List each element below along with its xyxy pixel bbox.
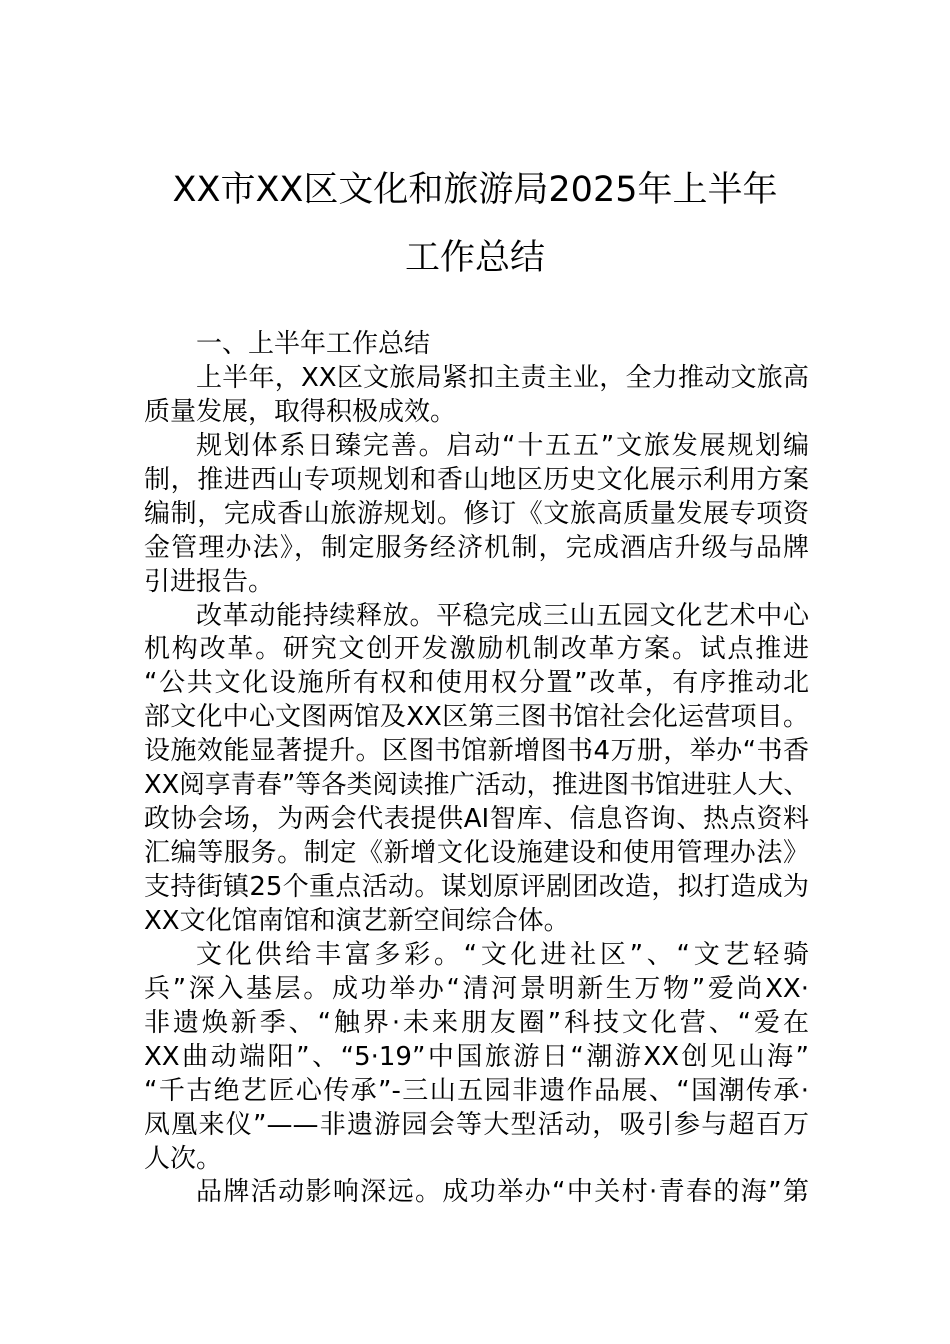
body-text-line: 规划体系日臻完善。启动“十五五”文旅发展规划编 — [196, 430, 809, 461]
body-text-line: 非遗焕新季、“触界·未来朋友圈”科技文化营、“爱在 — [144, 1007, 809, 1038]
body-text-line: 质量发展，取得积极成效。 — [144, 396, 457, 427]
document-title-line-1: XX市XX区文化和旅游局2025年上半年 — [172, 170, 778, 210]
body-text-line: 文化供给丰富多彩。“文化进社区”、“文艺轻骑 — [196, 939, 809, 970]
body-text-line: 机构改革。研究文创开发激励机制改革方案。试点推进 — [144, 634, 809, 665]
body-text-line: XX阅享青春”等各类阅读推广活动，推进图书馆进驻人大、 — [144, 770, 810, 801]
body-text-line: 设施效能显著提升。区图书馆新增图书4万册，举办“书香 — [144, 736, 809, 767]
body-text-line: 政协会场，为两会代表提供AI智库、信息咨询、热点资料 — [144, 804, 809, 835]
body-text-line: 编制，完成香山旅游规划。修订《文旅高质量发展专项资 — [144, 498, 809, 529]
body-text-line: “公共文化设施所有权和使用权分置”改革，有序推动北 — [144, 668, 809, 699]
body-text-line: 汇编等服务。制定《新增文化设施建设和使用管理办法》 — [144, 838, 809, 869]
section-heading: 一、上半年工作总结 — [196, 329, 431, 359]
body-text-line: 品牌活动影响深远。成功举办“中关村·青春的海”第 — [196, 1177, 809, 1208]
body-text-line: 凤凰来仪”——非遗游园会等大型活动，吸引参与超百万 — [144, 1109, 809, 1140]
document-title-line-2: 工作总结 — [404, 238, 545, 278]
body-text-line: 人次。 — [144, 1143, 223, 1174]
body-text-line: XX文化馆南馆和演艺新空间综合体。 — [144, 905, 570, 936]
body-text-line: 支持街镇25个重点活动。谋划原评剧团改造，拟打造成为 — [144, 872, 809, 902]
body-text-line: 制，推进西山专项规划和香山地区历史文化展示利用方案 — [144, 464, 809, 495]
body-text-line: 部文化中心文图两馆及XX区第三图书馆社会化运营项目。 — [144, 702, 809, 733]
body-text-line: 兵”深入基层。成功举办“清河景明新生万物”爱尚XX· — [144, 973, 809, 1004]
body-text-line: 上半年，XX区文旅局紧扣主责主业，全力推动文旅高 — [196, 362, 809, 393]
body-text-line: 改革动能持续释放。平稳完成三山五园文化艺术中心 — [196, 600, 809, 631]
body-text-line: 金管理办法》，制定服务经济机制，完成酒店升级与品牌 — [144, 532, 809, 563]
body-text-line: XX曲动端阳”、“5·19”中国旅游日“潮游XX创见山海” — [144, 1041, 809, 1072]
body-text-line: 引进报告。 — [144, 566, 275, 597]
body-text-line: “千古绝艺匠心传承”-三山五园非遗作品展、“国潮传承· — [144, 1075, 809, 1106]
document-body — [144, 328, 809, 1210]
